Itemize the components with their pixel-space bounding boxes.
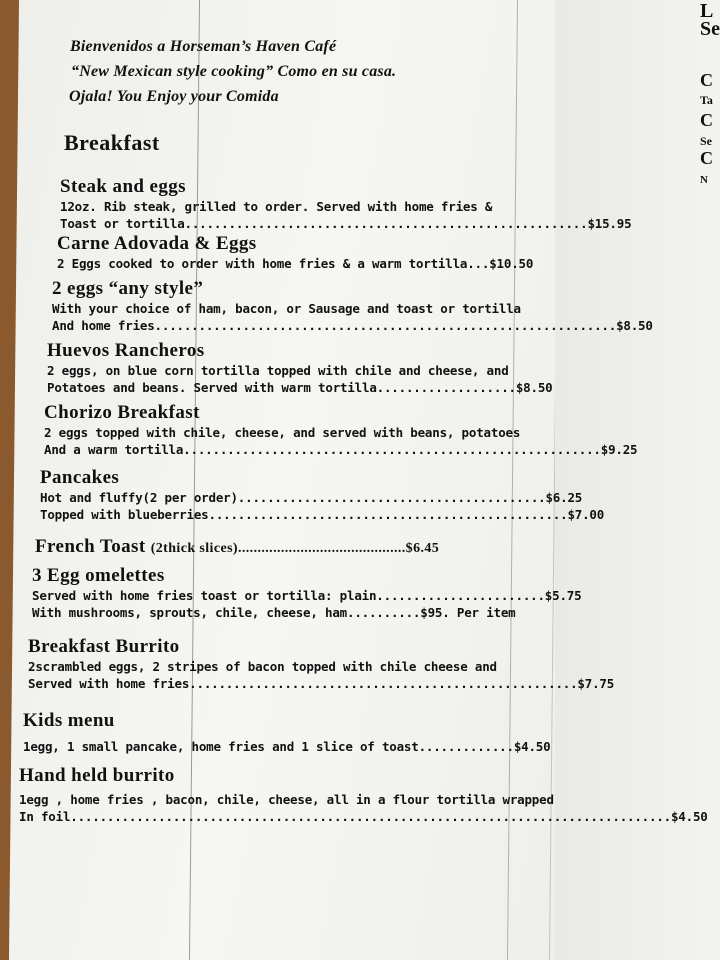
item-name: Pancakes (40, 467, 120, 488)
item-desc: In foil..................................................................................$4.50 (19, 809, 708, 824)
menu-item (19, 765, 708, 825)
item-desc: Hot and fluffy(2 per order)..........................................$6.25 (40, 490, 583, 505)
menu-item (60, 176, 631, 232)
menu-item (32, 565, 581, 621)
item-note: (2thick slices)...........................................$6.45 (150, 541, 440, 556)
item-name: Kids menu (23, 710, 115, 731)
item-desc: 2scrambled eggs, 2 stripes of bacon topped with chile cheese and (28, 659, 497, 674)
menu-item (44, 402, 637, 458)
item-desc: And home fries...............................................................$8.50 (52, 318, 653, 333)
item-name (35, 536, 439, 560)
adjacent-page-text: Se (700, 134, 712, 148)
welcome-line: “New Mexican style cooking” Como en su casa. (71, 63, 397, 80)
item-desc: 2 Eggs cooked to order with home fries & a warm tortilla...$10.50 (57, 256, 534, 271)
item-desc: Served with home fries.....................................................$7.75 (28, 676, 615, 691)
item-desc: Topped with blueberries.................................................$7.00 (40, 507, 605, 522)
menu-item (57, 233, 533, 272)
menu-item (23, 710, 550, 755)
item-desc: 1egg, 1 small pancake, home fries and 1 slice of toast.............$4.50 (23, 739, 551, 754)
item-desc: 12oz. Rib steak, grilled to order. Served with home fries & (60, 199, 493, 214)
item-name: 3 Egg omelettes (32, 565, 165, 586)
item-desc: 1egg , home fries , bacon, chile, cheese, all in a flour tortilla wrapped (19, 792, 554, 807)
item-name: Carne Adovada & Eggs (57, 233, 257, 254)
welcome-line: Bienvenidos a Horseman’s Haven Café (70, 38, 337, 55)
item-desc: 2 eggs topped with chile, cheese, and served with beans, potatoes (44, 425, 521, 440)
item-desc: And a warm tortilla.........................................................$9.25 (44, 442, 638, 457)
adjacent-page-text: Se (700, 18, 720, 40)
item-desc: 2 eggs, on blue corn tortilla topped with chile and cheese, and (47, 363, 509, 378)
item-desc: With your choice of ham, bacon, or Sausage and toast or tortilla (52, 301, 521, 316)
section-title: Breakfast (64, 130, 160, 155)
item-name: Breakfast Burrito (28, 636, 180, 657)
menu-item (28, 636, 614, 692)
item-name-text: French Toast (35, 536, 146, 557)
item-name: 2 eggs “any style” (52, 278, 204, 299)
adjacent-page-text: C (700, 110, 713, 130)
menu-item (35, 536, 439, 560)
item-name: Huevos Rancheros (47, 340, 205, 361)
item-desc: Potatoes and beans. Served with warm tortilla...................$8.50 (47, 380, 553, 395)
adjacent-page-text: C (700, 70, 713, 90)
adjacent-page-text: Ta (700, 93, 713, 107)
menu-item (52, 278, 653, 334)
adjacent-page-text: C (700, 148, 713, 168)
item-name: Steak and eggs (60, 176, 186, 197)
menu-item (47, 340, 552, 396)
item-desc: With mushrooms, sprouts, chile, cheese, ham..........$95. Per item (32, 605, 516, 620)
welcome-text (70, 34, 396, 109)
welcome-line: Ojala! You Enjoy your Comida (69, 88, 279, 105)
adjacent-page-text: N (700, 174, 708, 186)
adjacent-page-text: L (700, 0, 714, 22)
item-name: Chorizo Breakfast (44, 402, 200, 423)
menu-item (40, 467, 604, 523)
item-desc: Toast or tortilla.......................................................$15.95 (60, 216, 632, 231)
item-desc: Served with home fries toast or tortilla: plain.......................$5.75 (32, 588, 582, 603)
item-name: Hand held burrito (19, 765, 175, 786)
